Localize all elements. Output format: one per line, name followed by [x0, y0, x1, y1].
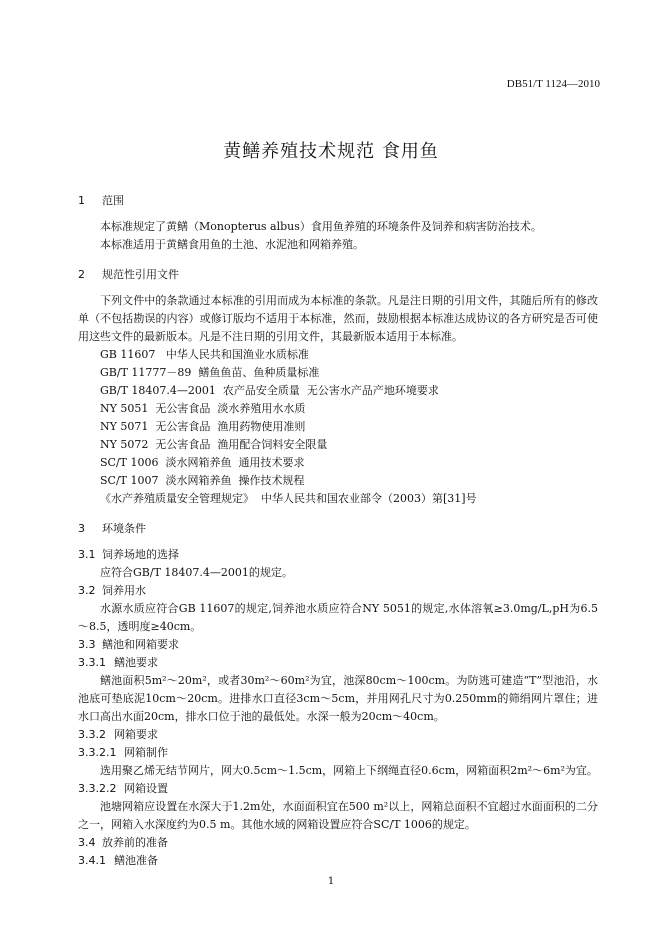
- reference-item: GB/T 18407.4—2001 农产品安全质量 无公害水产品产地环境要求: [100, 384, 439, 397]
- paragraph: 选用聚乙烯无结节网片，网大0.5cm～1.5cm，网箱上下纲绳直径0.6cm，网箱面积2m²～6m²为宜。: [100, 764, 598, 777]
- section-heading: 2 规范性引用文件: [78, 268, 179, 281]
- subsection-heading: 3.3 鳝池和网箱要求: [78, 638, 179, 651]
- reference-item: SC/T 1007 淡水网箱养鱼 操作技术规程: [100, 474, 305, 487]
- paragraph: 池塘网箱应设置在水深大于1.2m处，水面面积宜在500 m²以上，网箱总面积不宜超过水面面积的二分之一，网箱入水深度约为0.5 m。其他水域的网箱设置应符合SC/T 1006的规定。: [78, 800, 598, 831]
- section-heading: 3 环境条件: [78, 522, 146, 535]
- subsection-heading: 3.2 饲养用水: [78, 584, 146, 597]
- reference-item: NY 5071 无公害食品 渔用药物使用准则: [100, 420, 306, 433]
- reference-item: GB 11607 中华人民共和国渔业水质标准: [100, 348, 309, 361]
- reference-item: SC/T 1006 淡水网箱养鱼 通用技术要求: [100, 456, 305, 469]
- paragraph: 鳝池面积5m²～20m²，或者30m²～60m²为宜，池深80cm～100cm。为防逃可建造“T”型池沿，水池底可垫底泥10cm～20cm。进排水口直径3cm～5cm，并用网孔尺寸为0.250mm的筛绢网片罩住；进水口高出水面20cm，排水口位于池的最低处。水深一般为20cm～40cm。: [78, 674, 598, 723]
- subsection-heading: 3.4.1 鳝池准备: [78, 854, 158, 867]
- page-number: 1: [327, 876, 335, 887]
- subsection-heading: 3.1 饲养场地的选择: [78, 548, 179, 561]
- document-code: DB51/T 1124—2010: [506, 78, 600, 90]
- paragraph: 本标准规定了黄鳝（Monopterus albus）食用鱼养殖的环境条件及饲养和病害防治技术。: [100, 220, 542, 233]
- document-body: [78, 192, 598, 870]
- reference-item: 《水产养殖质量安全管理规定》 中华人民共和国农业部令（2003）第[31]号: [100, 492, 477, 505]
- subsection-heading: 3.3.2.2 网箱设置: [78, 782, 168, 795]
- paragraph: 下列文件中的条款通过本标准的引用而成为本标准的条款。凡是注日期的引用文件，其随后所有的修改单（不包括勘误的内容）或修订版均不适用于本标准，然而，鼓励根据本标准达成协议的各方研究是否可使用这些文件的最新版本。凡是不注日期的引用文件，其最新版本适用于本标准。: [78, 294, 598, 343]
- paragraph: 水源水质应符合GB 11607的规定,饲养池水质应符合NY 5051的规定,水体溶氧≥3.0mg/L,pH为6.5～8.5，透明度≥40cm。: [78, 602, 598, 633]
- paragraph: 应符合GB/T 18407.4—2001的规定。: [100, 566, 293, 579]
- reference-item: NY 5051 无公害食品 淡水养殖用水水质: [100, 402, 306, 415]
- subsection-heading: 3.3.2.1 网箱制作: [78, 746, 168, 759]
- subsection-heading: 3.4 放养前的准备: [78, 836, 168, 849]
- section-heading: 1 范围: [78, 194, 124, 207]
- reference-item: GB/T 11777－89 鳝鱼鱼苗、鱼种质量标准: [100, 366, 320, 379]
- subsection-heading: 3.3.1 鳝池要求: [78, 656, 158, 669]
- subsection-heading: 3.3.2 网箱要求: [78, 728, 158, 741]
- paragraph: 本标准适用于黄鳝食用鱼的土池、水泥池和网箱养殖。: [100, 238, 364, 251]
- document-title: 黄鳝养殖技术规范 食用鱼: [223, 141, 439, 162]
- reference-item: NY 5072 无公害食品 渔用配合饲料安全限量: [100, 438, 328, 451]
